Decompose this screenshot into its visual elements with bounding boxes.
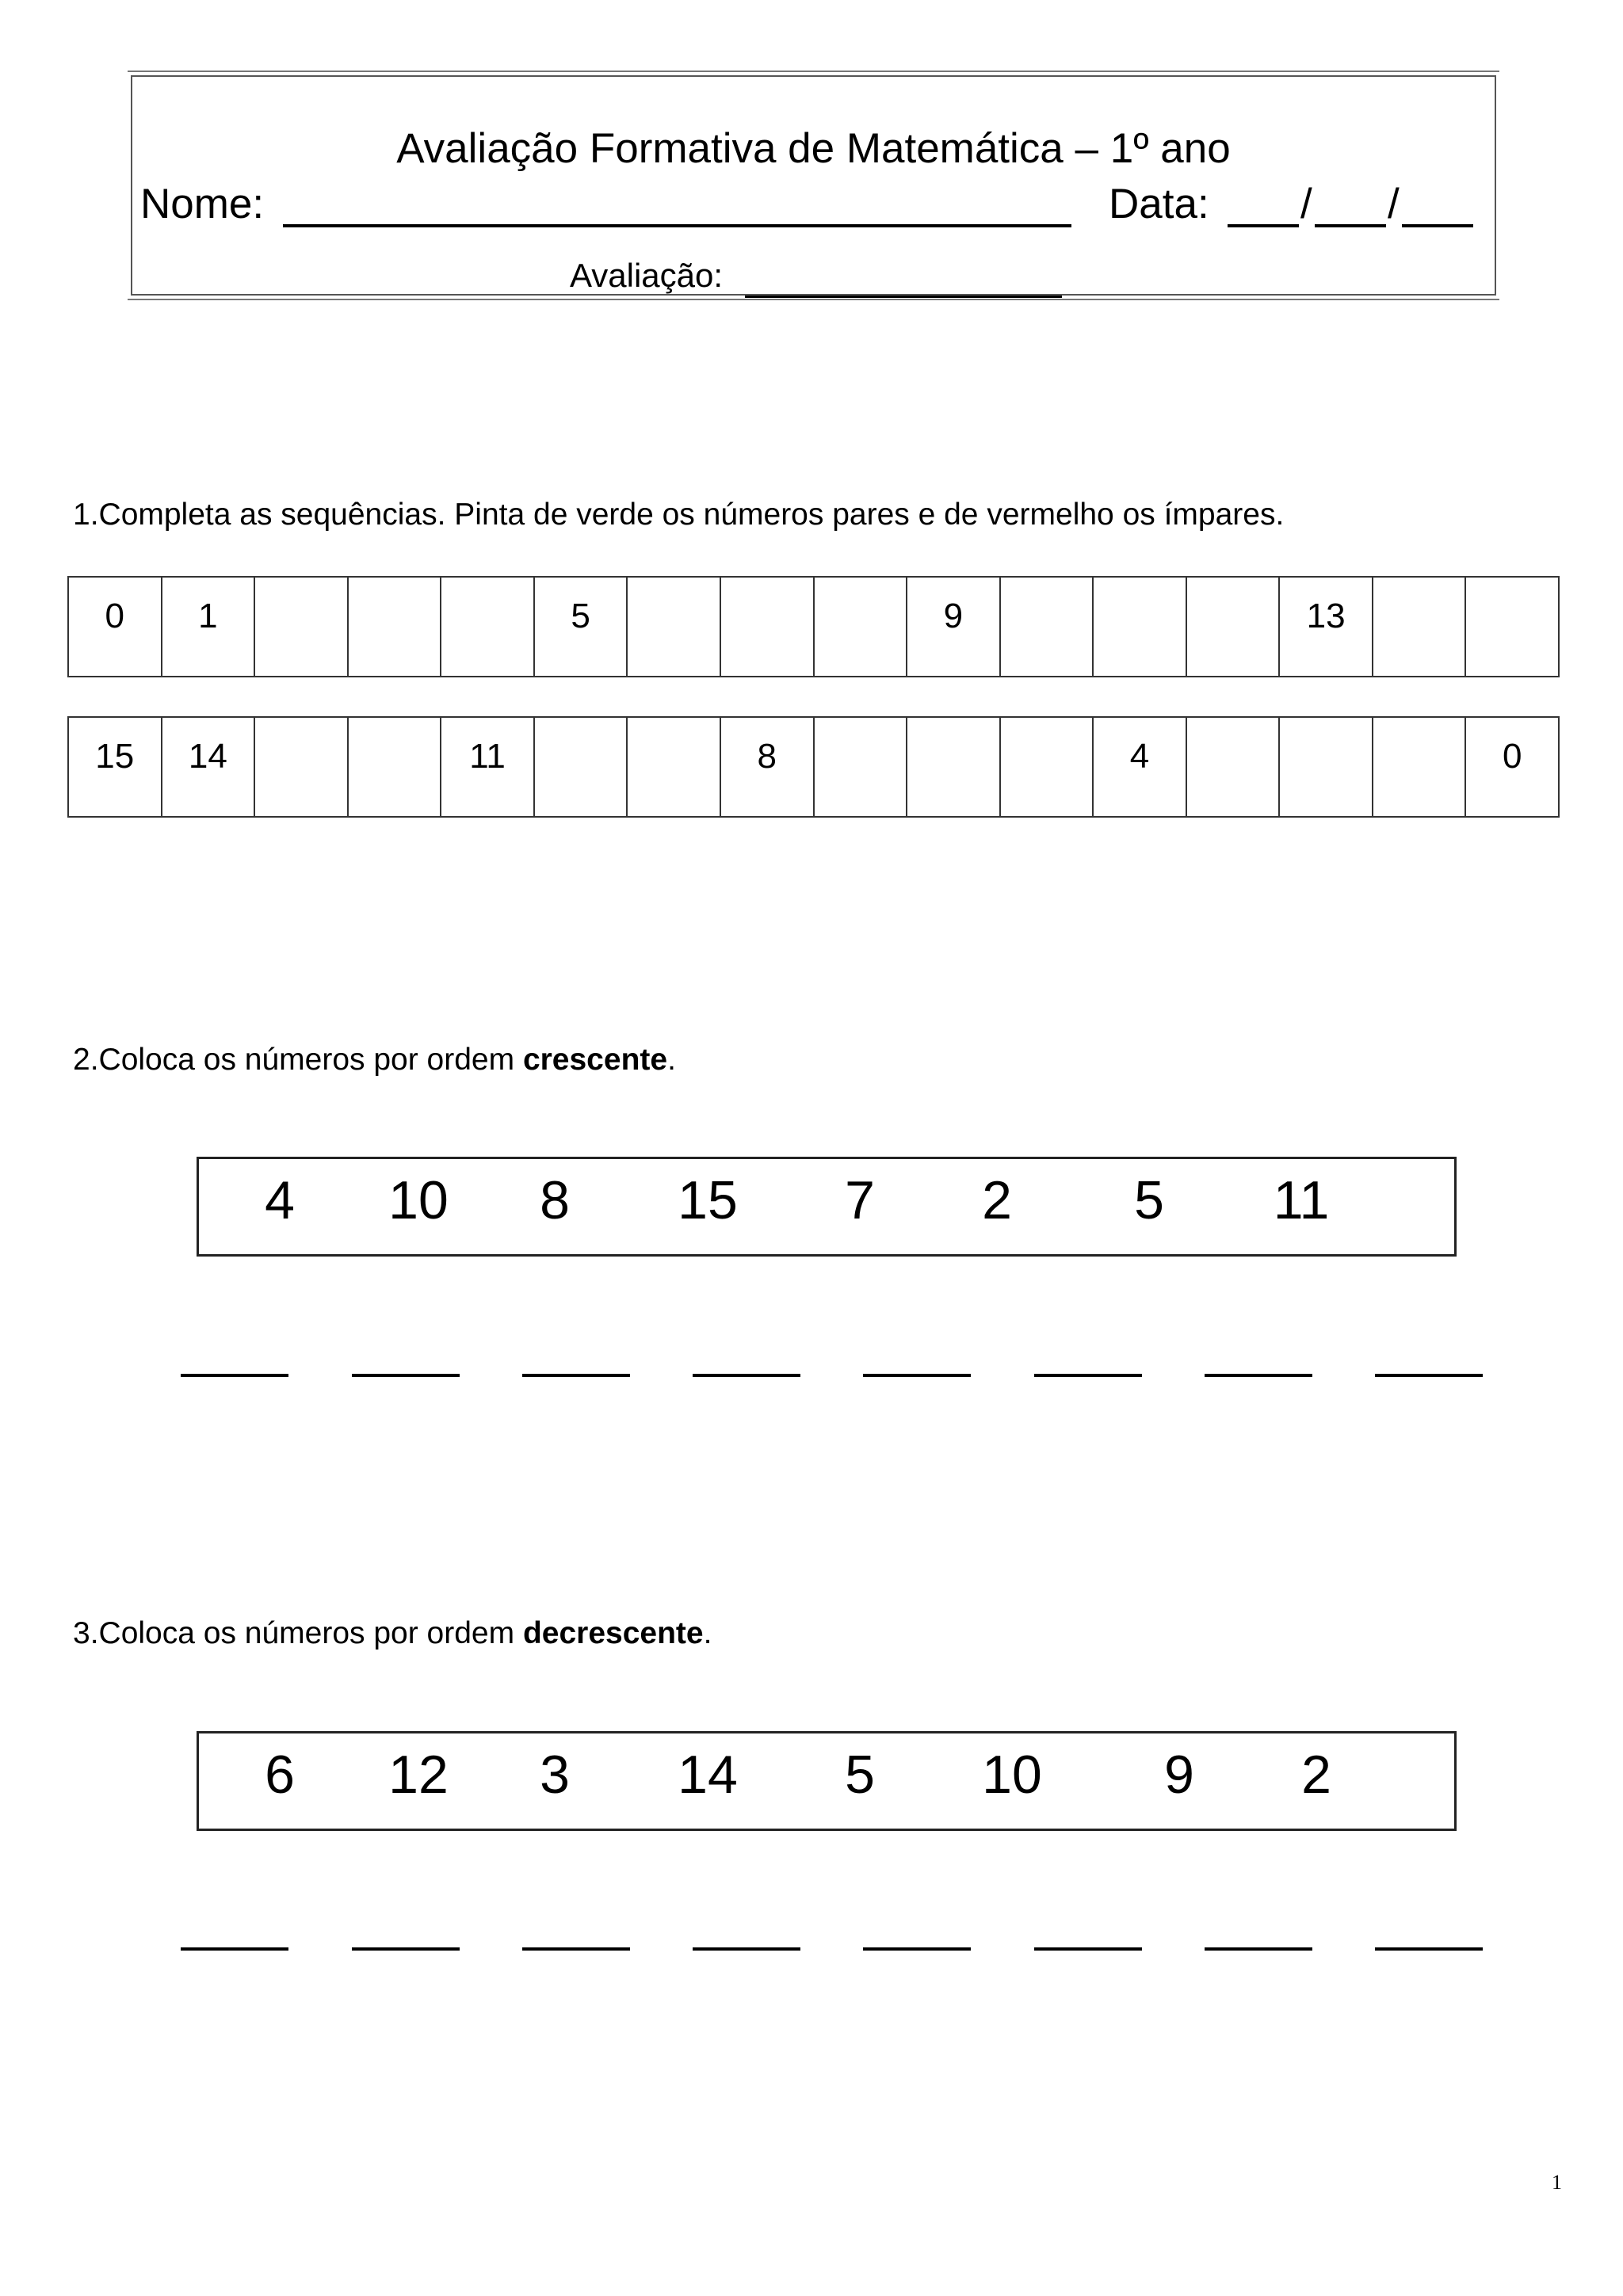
number: 8	[540, 1170, 570, 1230]
sequence-cell[interactable]	[255, 578, 349, 676]
question-3-prefix: 3.Coloca os números por ordem	[73, 1616, 523, 1650]
date-month-field[interactable]	[1315, 224, 1386, 227]
sequence-cell[interactable]	[441, 578, 535, 676]
sequence-cell[interactable]: 15	[69, 718, 162, 816]
answer-line[interactable]	[1034, 1374, 1142, 1377]
sequence-cell[interactable]: 5	[535, 578, 628, 676]
sequence-cell[interactable]	[1001, 578, 1094, 676]
number-box-ascending	[197, 1157, 1457, 1257]
sequence-cell[interactable]	[1187, 718, 1281, 816]
number: 2	[1301, 1745, 1331, 1805]
evaluation-field[interactable]	[745, 296, 1062, 298]
sequence-cell[interactable]: 8	[721, 718, 815, 816]
number: 2	[982, 1170, 1012, 1230]
question-3-bold: decrescente	[522, 1616, 704, 1650]
number: 10	[388, 1170, 449, 1230]
number: 4	[265, 1170, 295, 1230]
question-2-prefix: 2.Coloca os números por ordem	[73, 1043, 523, 1077]
answer-line[interactable]	[693, 1947, 800, 1951]
sequence-cell[interactable]	[1001, 718, 1094, 816]
answer-line[interactable]	[1375, 1374, 1483, 1377]
number: 6	[265, 1745, 295, 1805]
sequence-grid-1	[67, 576, 1560, 677]
answer-line[interactable]	[1034, 1947, 1142, 1951]
question-2-bold: crescente	[522, 1043, 668, 1077]
answer-line[interactable]	[352, 1947, 460, 1951]
sequence-cell[interactable]	[1187, 578, 1281, 676]
page-title: Avaliação Formativa de Matemática – 1º ano	[396, 125, 1231, 172]
sequence-cell[interactable]: 14	[162, 718, 256, 816]
sequence-cell[interactable]: 0	[1502, 737, 1522, 776]
sequence-cell[interactable]	[1373, 718, 1467, 816]
sequence-cell[interactable]	[815, 718, 908, 816]
number: 9	[1164, 1745, 1194, 1805]
answer-line[interactable]	[1375, 1947, 1483, 1951]
sequence-cell[interactable]	[1373, 578, 1467, 676]
sequence-cell[interactable]	[628, 718, 721, 816]
number: 11	[1273, 1170, 1330, 1230]
answer-line[interactable]	[693, 1374, 800, 1377]
sequence-grid-2	[67, 716, 1560, 818]
name-field[interactable]	[283, 224, 1071, 227]
sequence-cell[interactable]: 9	[907, 578, 1001, 676]
sequence-cell[interactable]: 1	[162, 578, 256, 676]
number: 15	[678, 1170, 738, 1230]
answer-line[interactable]	[181, 1947, 288, 1951]
answer-line[interactable]	[352, 1374, 460, 1377]
sequence-cell[interactable]	[1094, 578, 1187, 676]
date-year-field[interactable]	[1402, 224, 1473, 227]
answer-line[interactable]	[863, 1947, 971, 1951]
date-slash: /	[1388, 181, 1400, 227]
question-3-suffix: .	[703, 1616, 712, 1650]
number: 5	[1134, 1170, 1164, 1230]
number: 10	[982, 1745, 1042, 1805]
question-2-text	[73, 1044, 676, 1075]
sequence-cell[interactable]	[721, 578, 815, 676]
answer-line[interactable]	[1205, 1374, 1312, 1377]
page-number: 1	[1552, 2171, 1562, 2194]
date-day-field[interactable]	[1228, 224, 1299, 227]
sequence-cell[interactable]	[349, 578, 442, 676]
number: 3	[540, 1745, 570, 1805]
question-1-text: 1.Completa as sequências. Pinta de verde os números pares e de vermelho os ímpares.	[73, 498, 1285, 532]
sequence-cell[interactable]	[1466, 578, 1558, 676]
question-3-text	[73, 1618, 712, 1649]
number-box-descending	[197, 1731, 1457, 1831]
answer-line[interactable]	[863, 1374, 971, 1377]
sequence-cell[interactable]: 4	[1094, 718, 1187, 816]
sequence-cell[interactable]	[815, 578, 908, 676]
sequence-cell[interactable]	[907, 718, 1001, 816]
answer-line[interactable]	[522, 1947, 630, 1951]
sequence-cell[interactable]: 11	[441, 718, 535, 816]
sequence-cell[interactable]	[535, 718, 628, 816]
question-2-suffix: .	[667, 1043, 676, 1077]
sequence-cell[interactable]	[1280, 718, 1373, 816]
number: 14	[678, 1745, 738, 1805]
date-slash: /	[1300, 181, 1312, 227]
number: 7	[845, 1170, 875, 1230]
answer-line[interactable]	[522, 1374, 630, 1377]
sequence-cell[interactable]	[628, 578, 721, 676]
sequence-cell[interactable]: 13	[1280, 578, 1373, 676]
date-label: Data:	[1109, 181, 1209, 227]
sequence-cell[interactable]	[255, 718, 349, 816]
header-box	[131, 75, 1496, 296]
sequence-cell[interactable]	[349, 718, 442, 816]
name-label: Nome:	[140, 181, 265, 227]
number: 12	[388, 1745, 449, 1805]
sequence-cell[interactable]: 0	[69, 578, 162, 676]
evaluation-label: Avaliação:	[570, 257, 724, 294]
answer-line[interactable]	[181, 1374, 288, 1377]
answer-line[interactable]	[1205, 1947, 1312, 1951]
number: 5	[845, 1745, 875, 1805]
